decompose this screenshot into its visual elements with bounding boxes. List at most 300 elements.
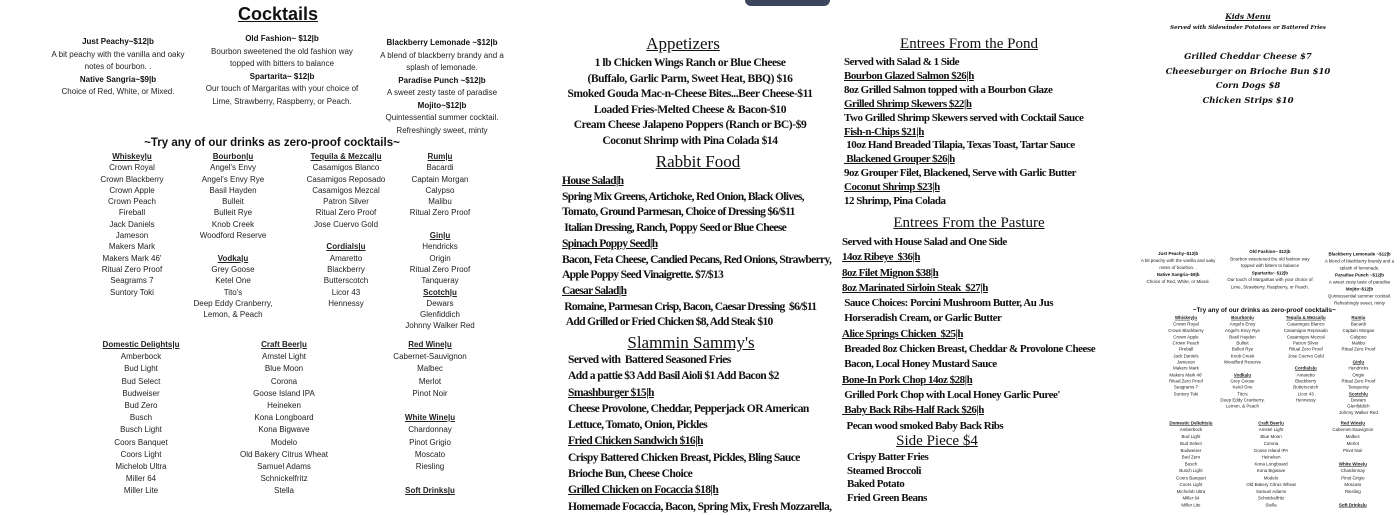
- appetizers-title: Appetizers: [646, 34, 720, 53]
- section-heading: 8oz Marinated Sirloin Steak $27|h: [842, 281, 988, 294]
- menu-line: Casamigos Mezcal: [312, 185, 380, 195]
- menu-line: Knob Creek: [1230, 353, 1255, 359]
- menu-line: Pecan wood smoked Baby Back Ribs: [842, 419, 1004, 432]
- menu-line: Tomato, Ground Parmesan, Choice of Dressing $6/$11: [562, 205, 795, 219]
- section-heading: Scotch|u: [1348, 391, 1368, 397]
- menu-line: Bud Light: [1181, 434, 1201, 440]
- menu-line: Modelo: [1263, 475, 1279, 481]
- menu-line: Bulleit Rye: [213, 208, 253, 218]
- menu-line: Malibu: [1351, 340, 1366, 346]
- menu-line: (Buffalo, Garlic Parm, Sweet Heat, BBQ) $16: [587, 71, 793, 85]
- section-heading: Vodka|u: [1233, 372, 1252, 378]
- section-heading: House Salad|h: [562, 174, 624, 187]
- section-heading: Whiskey|u: [112, 152, 152, 161]
- section-heading: Fried Chicken Sandwich $16|h: [568, 434, 703, 448]
- menu-line: Blackberry Lemonade ~$12|b: [1328, 251, 1391, 257]
- menu-line: Samuel Adams: [257, 462, 311, 472]
- section-heading: Grilled Chicken on Focaccia $18|h: [568, 483, 719, 497]
- section-heading: Blackened Grouper $26|h: [844, 153, 955, 166]
- menu-line: Lemon, & Peach: [203, 310, 263, 320]
- section-heading: Tequila & Mezcal|u: [310, 152, 382, 161]
- menu-line: notes of bourbon. .: [84, 62, 152, 71]
- menu-line: Michelob Ultra: [1176, 488, 1206, 494]
- kids-subtitle: Served with Sidewinder Potatoes or Battered Fries: [1170, 25, 1326, 31]
- menu-line: Moscato: [1344, 482, 1362, 488]
- menu-line: Busch Light: [1179, 468, 1203, 474]
- section-heading: Soft Drinks|u: [1338, 502, 1367, 508]
- menu-line: Bourbon sweetened the old fashion way: [1230, 256, 1310, 262]
- section-heading: White Wine|u: [404, 413, 456, 423]
- menu-line: [307, 230, 386, 241]
- menu-line: Miller 64: [1182, 495, 1200, 501]
- menu-line: Casamigos Mezcal: [1286, 334, 1325, 340]
- beer-wine-column: [103, 339, 180, 498]
- section-heading: Alice Springs Chicken $25|h: [842, 327, 964, 340]
- cocktail-column: [1227, 249, 1312, 291]
- menu-line: Suntory Toki: [110, 287, 154, 297]
- menu-line: Lettuce, Tomato, Onion, Pickles: [568, 418, 708, 432]
- menu-line: Brioche Bun, Cheese Choice: [568, 467, 693, 481]
- beer-wine-column: [1246, 420, 1295, 509]
- section-heading: Cordials|u: [1294, 365, 1317, 371]
- menu-line: Pinot Noir: [412, 388, 448, 398]
- menu-line: Woodford Reserve: [199, 231, 267, 241]
- sammys-title: Slammin Sammy's: [627, 333, 755, 352]
- menu-line: Bourbon sweetened the old fashion way: [211, 46, 353, 56]
- section-heading: Baby Back Ribs-Half Rack $26|h: [842, 404, 984, 417]
- menu-line: Corona: [270, 376, 298, 386]
- menu-line: Stella: [1265, 502, 1277, 508]
- menu-line: Riesling: [415, 462, 445, 472]
- menu-line: Ritual Zero Proof: [1288, 346, 1323, 352]
- menu-line: Stella: [273, 486, 294, 496]
- menu-line: [194, 241, 273, 252]
- menu-line: Amaretto: [1296, 372, 1315, 378]
- menu-line: Lemon, & Peach: [1225, 403, 1260, 409]
- menu-line: Basil Hayden: [209, 185, 257, 195]
- menu-line: [393, 473, 466, 485]
- logo: [745, 0, 830, 6]
- kids-title: Kids Menu: [1225, 12, 1271, 21]
- menu-line: Hennessy: [1295, 397, 1316, 403]
- menu-line: Cream Cheese Jalapeno Poppers (Ranch or BC)-$9: [573, 118, 807, 131]
- menu-line: Busch Light: [120, 425, 162, 435]
- menu-line: Casamigos Reposado: [1283, 327, 1328, 334]
- menu-line: Grey Goose: [211, 264, 255, 274]
- menu-line: Italian Dressing, Ranch, Poppy Seed or Blue Cheese: [562, 221, 787, 235]
- menu-line: Malbec: [1345, 434, 1361, 440]
- menu-line: A bit peachy with the vanilla and oaky: [51, 49, 185, 59]
- zero-proof-heading: ~Try any of our drinks as zero-proof cocktails~: [144, 137, 400, 149]
- menu-line: Jose Cuervo Gold: [313, 219, 379, 229]
- menu-line: Quintessential summer cocktail.: [1327, 293, 1392, 299]
- menu-line: Bacon, Local Honey Mustard Sauce: [842, 358, 997, 371]
- menu-line: Ritual Zero Proof: [1341, 346, 1376, 352]
- section-heading: Gin|u: [429, 231, 451, 241]
- appetizers-list: [567, 55, 812, 148]
- menu-line: Schnickelfritz: [260, 474, 308, 484]
- menu-line: Butterscotch: [1293, 384, 1319, 390]
- section-heading: 8oz Filet Mignon $38|h: [842, 266, 939, 279]
- menu-line: Grey Goose: [1230, 378, 1255, 384]
- menu-line: Makers Mark 46': [1169, 372, 1203, 378]
- section-heading: Bourbon|u: [212, 152, 254, 161]
- menu-line: Busch: [129, 413, 153, 423]
- menu-line: Moscato: [414, 449, 446, 459]
- menu-line: Merlot: [418, 376, 442, 386]
- menu-line: Crown Apple: [109, 185, 155, 195]
- menu-line: Miller Lite: [1181, 502, 1201, 508]
- menu-line: Cabernet-Sauvignon: [1332, 427, 1374, 433]
- pasture-title: Entrees From the Pasture: [893, 215, 1045, 231]
- section-heading: Coconut Shrimp $23|h: [844, 181, 940, 194]
- section-heading: Fish-n-Chips $21|h: [844, 125, 924, 138]
- menu-line: Patron Silver: [1292, 340, 1319, 346]
- menu-line: Corona: [1263, 441, 1279, 447]
- menu-line: Hendricks: [1348, 365, 1369, 371]
- cocktail-column: [206, 33, 359, 108]
- pond-list: [844, 56, 1083, 209]
- menu-line: Bulleit: [1236, 340, 1249, 346]
- menu-line: Bud Zero: [1181, 454, 1201, 460]
- section-heading: Domestic Delights|u: [1169, 420, 1213, 426]
- menu-line: Calypso: [1350, 334, 1367, 340]
- menu-line: Served with Salad & 1 Side: [844, 56, 960, 68]
- menu-line: Refreshingly sweet, minty: [1333, 300, 1386, 306]
- menu-line: Bacardi: [426, 163, 454, 173]
- section-heading: Rum|u: [1351, 315, 1366, 321]
- menu-line: Add Grilled or Fried Chicken $8, Add Steak $10: [562, 315, 773, 329]
- menu-line: Johnny Walker Red: [1338, 410, 1378, 416]
- menu-line: Spring Mix Greens, Artichoke, Red Onion, Black Olives,: [562, 189, 804, 203]
- menu-line: Breaded 8oz Chicken Breast, Cheddar & Provolone Cheese: [842, 343, 1096, 356]
- menu-line: Blackberry: [327, 264, 365, 274]
- menu-line: Steamed Broccoli: [847, 464, 921, 477]
- sides-title: Side Piece $4: [896, 433, 978, 449]
- menu-line: Glenfiddich: [419, 310, 461, 320]
- menu-line: Coors Banquet: [1176, 475, 1206, 481]
- menu-line: Busch: [1184, 461, 1198, 467]
- menu-line: Grilled Pork Chop with Local Honey Garlic Puree': [842, 388, 1060, 401]
- menu-line: splash of lemonade.: [406, 63, 478, 72]
- pasture-list: [842, 235, 1095, 434]
- menu-line: Ritual Zero Proof: [409, 264, 471, 274]
- menu-line: Riesling: [1344, 488, 1361, 494]
- spirits-column: [1339, 315, 1378, 416]
- section-heading: Soft Drinks|u: [405, 486, 455, 496]
- menu-line: Jose Cuervo Gold: [1287, 353, 1324, 359]
- section-heading: Bone-In Pork Chop 14oz $28|h: [842, 373, 973, 386]
- menu-line: Old Bakery Citrus Wheat: [239, 449, 329, 459]
- menu-line: Loaded Fries-Melted Cheese & Bacon-$10: [593, 102, 787, 116]
- menu-line: Crown Royal: [1173, 321, 1199, 327]
- menu-line: A sweet zesty taste of paradise: [386, 88, 498, 97]
- menu-line: Fireball: [1178, 346, 1194, 352]
- menu-line: Refreshingly sweet, minty: [396, 125, 488, 135]
- section-heading: Caesar Salad|h: [562, 283, 627, 297]
- menu-line: Deep Eddy Cranberry,: [193, 298, 273, 308]
- rabbit-food-title: Rabbit Food: [655, 152, 741, 171]
- section-heading: Craft Beer|u: [1258, 420, 1284, 426]
- menu-line: Corn Dogs $8: [1215, 81, 1281, 92]
- kids-items: [1166, 50, 1331, 108]
- menu-line: Just Peachy~$12|b: [82, 37, 154, 46]
- menu-line: Old Fashion~ $12|b: [1249, 249, 1291, 255]
- menu-line: Blackberry: [1295, 378, 1317, 384]
- menu-line: Amstel Light: [1258, 427, 1284, 433]
- menu-line: Pinot Noir: [1342, 447, 1363, 453]
- menu-line: Homemade Focaccia, Bacon, Spring Mix, Fresh Mozzarella,: [568, 499, 832, 513]
- menu-line: Lime, Strawberry, Raspberry, or Peach.: [212, 96, 352, 106]
- menu-line: Jameson: [1176, 359, 1196, 365]
- cocktail-column: [1325, 251, 1394, 307]
- menu-line: Add a pattie $3 Add Basil Aioli $1 Add Bacon $2: [568, 369, 779, 383]
- menu-line: Paradise Punch ~$12|b: [1335, 272, 1384, 278]
- menu-line: Deep Eddy Cranberry,: [1220, 397, 1265, 403]
- menu-line: Served with Battered Seasoned Fries: [568, 353, 731, 366]
- menu-line: Angel's Envy Rye: [1224, 327, 1260, 334]
- menu-line: Bulleit Rye: [1231, 346, 1254, 352]
- beer-wine-column: [1332, 420, 1373, 509]
- menu-line: Crispy Batter Fries: [847, 451, 929, 463]
- menu-line: Kona Bigwave: [1256, 468, 1286, 474]
- section-heading: Whiskey|u: [1174, 315, 1198, 321]
- menu-line: Cheese Provolone, Cheddar, Pepperjack OR American: [568, 401, 809, 415]
- menu-line: Ketel One: [1232, 384, 1253, 390]
- menu-line: Cabernet-Sauvignon: [393, 352, 467, 362]
- menu-line: Angel's Envy: [210, 163, 256, 173]
- menu-line: Tanqueray: [421, 276, 459, 286]
- menu-line: Heineken: [1261, 454, 1281, 460]
- menu-line: Captain Morgan: [411, 174, 469, 184]
- menu-line: Makers Mark: [108, 242, 156, 252]
- menu-line: Hendricks: [422, 242, 458, 252]
- menu-line: Coors Light: [1179, 482, 1203, 488]
- menu-line: Sauce Choices: Porcini Mushroom Butter, Au Jus: [842, 297, 1053, 310]
- menu-line: Woodford Reserve: [1223, 359, 1262, 365]
- beer-wine-column: [1169, 420, 1212, 509]
- menu-line: Fireball: [118, 208, 146, 218]
- section-heading: White Wine|u: [1338, 461, 1367, 467]
- menu-line: Bud Select: [121, 376, 161, 386]
- section-heading: Red Wine|u: [1340, 420, 1365, 426]
- rabbit-food-list: [562, 173, 831, 330]
- menu-line: [1332, 454, 1373, 461]
- menu-line: Michelob Ultra: [115, 462, 167, 472]
- cocktails-title: Cocktails: [237, 4, 319, 24]
- menu-line: Calypso: [425, 185, 455, 195]
- menu-line: 10oz Hand Breaded Tilapia, Texas Toast, Tartar Sauce: [844, 139, 1075, 152]
- menu-line: Choice of Red, White, or Mixed.: [1146, 278, 1210, 284]
- menu-line: Spartarita~ $12|b: [249, 71, 315, 81]
- menu-line: Ritual Zero Proof: [1168, 378, 1203, 384]
- menu-line: Pinot Grigio: [1341, 475, 1365, 481]
- menu-line: Grilled Cheddar Cheese $7: [1184, 52, 1312, 62]
- menu-line: Miller 64: [125, 474, 157, 484]
- menu-line: Chardonnay: [408, 425, 452, 435]
- beer-wine-column: [393, 339, 466, 498]
- menu-line: Crispy Battered Chicken Breast, Pickles, Bling Sauce: [568, 450, 800, 464]
- menu-line: Dewars: [426, 298, 454, 308]
- menu-line: Coconut Shrimp with Pina Colada $14: [602, 133, 778, 147]
- menu-line: [1332, 495, 1373, 502]
- menu-line: Jameson: [115, 231, 149, 241]
- menu-line: Blackberry Lemonade ~$12|b: [386, 38, 498, 47]
- menu-line: Heineken: [267, 401, 301, 411]
- beer-wine-column: [240, 339, 328, 498]
- menu-line: 12 Shrimp, Pina Colada: [844, 195, 946, 208]
- menu-line: Cheeseburger on Brioche Bun $10: [1165, 66, 1331, 77]
- sammys-list: [568, 352, 831, 515]
- menu-line: Seagrams 7: [110, 276, 154, 286]
- menu-line: Mojito~$12|b: [417, 100, 467, 110]
- menu-line: Coors Light: [120, 449, 162, 459]
- section-heading: Scotch|u: [423, 287, 457, 297]
- menu-line: splash of lemonade.: [1339, 265, 1380, 271]
- sides-list: [847, 451, 928, 505]
- menu-line: [393, 400, 466, 412]
- menu-line: Mojito~$12|b: [1345, 286, 1374, 292]
- menu-line: Miller Lite: [123, 486, 159, 496]
- menu-line: Basil Hayden: [1229, 334, 1256, 340]
- menu-line: Bud Select: [1180, 441, 1202, 447]
- menu-line: 9oz Grouper Filet, Blackened, Serve with Garlic Butter: [844, 167, 1076, 180]
- menu-line: Baked Potato: [847, 478, 905, 490]
- menu-line: Origin: [1352, 372, 1365, 378]
- menu-line: Goose Island IPA: [1253, 447, 1289, 453]
- menu-line: Choice of Red, White, or Mixed.: [61, 87, 175, 96]
- section-heading: Vodka|u: [217, 253, 249, 263]
- menu-line: Old Fashion~ $12|b: [245, 34, 319, 43]
- menu-line: Makers Mark: [1172, 365, 1199, 371]
- menu-line: Seagrams 7: [1173, 384, 1198, 390]
- menu-line: Budweiser: [1180, 447, 1202, 453]
- menu-line: Ritual Zero Proof: [1341, 378, 1376, 384]
- menu-line: Horseradish Cream, or Garlic Butter: [842, 312, 1002, 325]
- menu-line: Bacardi: [1350, 321, 1366, 327]
- spirits-column: [194, 151, 273, 320]
- menu-line: Tito's: [1237, 391, 1248, 397]
- menu-line: Hennessy: [328, 298, 364, 308]
- menu-line: Amaretto: [329, 253, 363, 263]
- section-heading: Bourbon|u: [1231, 315, 1254, 321]
- section-heading: Cordials|u: [326, 242, 366, 252]
- menu-line: Malibu: [428, 197, 452, 207]
- menu-line: Goose Island IPA: [253, 388, 315, 398]
- menu-line: Crown Blackberry: [1168, 327, 1204, 334]
- menu-line: Just Peachy~$12|b: [1157, 250, 1199, 256]
- menu-line: [405, 219, 475, 230]
- menu-line: Paradise Punch ~$12|b: [398, 75, 486, 85]
- pond-title: Entrees From the Pond: [900, 36, 1038, 52]
- menu-line: Dewars: [1350, 397, 1366, 403]
- menu-line: Blue Moon: [264, 364, 304, 374]
- menu-line: Ritual Zero Proof: [409, 208, 471, 218]
- menu-line: Amstel Light: [261, 352, 307, 362]
- menu-line: topped with bitters to balance: [229, 59, 335, 68]
- menu-line: Quintessential summer cocktail.: [385, 113, 499, 122]
- menu-line: Johnny Walker Red: [405, 321, 475, 331]
- section-heading: Spinach Poppy Seed|h: [562, 236, 658, 250]
- menu-line: Schnickelfritz: [1257, 495, 1285, 501]
- menu-line: Modelo: [270, 437, 298, 447]
- menu-line: Lime, Strawberry, Raspberry, or Peach.: [1230, 284, 1309, 290]
- spirits-column: [1220, 315, 1264, 410]
- section-heading: Smashburger $15|h: [568, 385, 654, 399]
- menu-line: Chicken Strips $10: [1202, 95, 1294, 106]
- menu-line: Crown Blackberry: [100, 174, 164, 184]
- menu-line: Makers Mark 46': [102, 253, 162, 263]
- menu-line: A blend of blackberry brandy and a: [380, 50, 504, 60]
- menu-line: Knob Creek: [211, 219, 255, 229]
- menu-line: Licor 43: [1297, 391, 1314, 397]
- menu-line: Patron Silver: [323, 197, 369, 207]
- menu-line: Crown Peach: [1172, 340, 1200, 346]
- menu-line: Malbec: [417, 364, 443, 374]
- section-heading: Grilled Shrimp Skewers $22|h: [844, 97, 972, 110]
- menu-line: Blue Moon: [1260, 434, 1282, 440]
- menu-line: Captain Morgan: [1342, 327, 1375, 334]
- menu-line: Crown Royal: [109, 163, 155, 173]
- menu-line: topped with bitters to balance: [1240, 263, 1300, 269]
- menu-line: Native Sangria~$9|b: [1156, 271, 1200, 277]
- menu-line: Two Grilled Shrimp Skewers served with Cocktail Sauce: [844, 111, 1084, 124]
- menu-line: 8oz Grilled Salmon topped with a Bourbon Glaze: [844, 83, 1053, 96]
- menu-line: Glenfiddich: [1347, 403, 1370, 409]
- menu-line: Kona Bigwave: [258, 425, 310, 435]
- menu-line: Romaine, Parmesan Crisp, Bacon, Caesar Dressing $6/$11: [562, 299, 817, 313]
- menu-line: Budweiser: [122, 388, 160, 398]
- cocktail-column: [1141, 250, 1215, 285]
- menu-line: Crown Peach: [107, 197, 157, 207]
- menu-line: Our touch of Margaritas with your choice of: [205, 84, 359, 93]
- menu-line: Apple Poppy Seed Vinaigrette. $7/$13: [562, 268, 724, 282]
- menu-line: notes of bourbon. .: [1159, 264, 1197, 270]
- spirits-column: [1168, 315, 1203, 397]
- section-heading: Tequila & Mezcal|u: [1285, 315, 1326, 321]
- menu-line: Kona Longboard: [254, 413, 314, 423]
- cocktail-column: [380, 37, 504, 137]
- menu-line: Angel's Envy: [1229, 321, 1256, 327]
- menu-line: Ketel One: [215, 276, 251, 286]
- menu-line: Suntory Toki: [1173, 391, 1199, 397]
- section-heading: Rum|u: [427, 152, 453, 161]
- menu-line: Ritual Zero Proof: [101, 264, 163, 274]
- section-heading: Red Wine|u: [408, 340, 452, 349]
- menu-line: Jack Daniels: [109, 219, 155, 229]
- menu-line: Amberbock: [1179, 427, 1203, 433]
- menu-line: Ritual Zero Proof: [315, 208, 377, 218]
- menu-line: Bacon, Feta Cheese, Candied Pecans, Red Onions, Strawberry,: [562, 252, 832, 266]
- menu-line: Samuel Adams: [1255, 488, 1287, 494]
- menu-line: Old Bakery Citrus Wheat: [1246, 482, 1296, 488]
- menu-line: Smoked Gouda Mac-n-Cheese Bites...Beer Cheese-$11: [567, 87, 813, 100]
- section-heading: Craft Beer|u: [261, 340, 307, 349]
- spirits-column: [405, 151, 475, 332]
- menu-line: Chardonnay: [1340, 468, 1366, 474]
- menu-line: Crown Apple: [1173, 334, 1199, 340]
- section-heading: Gin|u: [1352, 359, 1365, 365]
- spirits-column: [100, 151, 163, 298]
- menu-line: Tanqueray: [1347, 384, 1369, 390]
- menu-line: Bud Light: [124, 364, 158, 374]
- menu-line: Angel's Envy Rye: [201, 174, 265, 184]
- menu-line: Origin: [429, 253, 451, 263]
- menu-line: Licor 43: [331, 287, 361, 297]
- menu-line: Casamigos Blanco: [1287, 321, 1325, 327]
- menu-line: Jack Daniels: [1173, 353, 1199, 359]
- menu-line: Amberbock: [120, 352, 162, 362]
